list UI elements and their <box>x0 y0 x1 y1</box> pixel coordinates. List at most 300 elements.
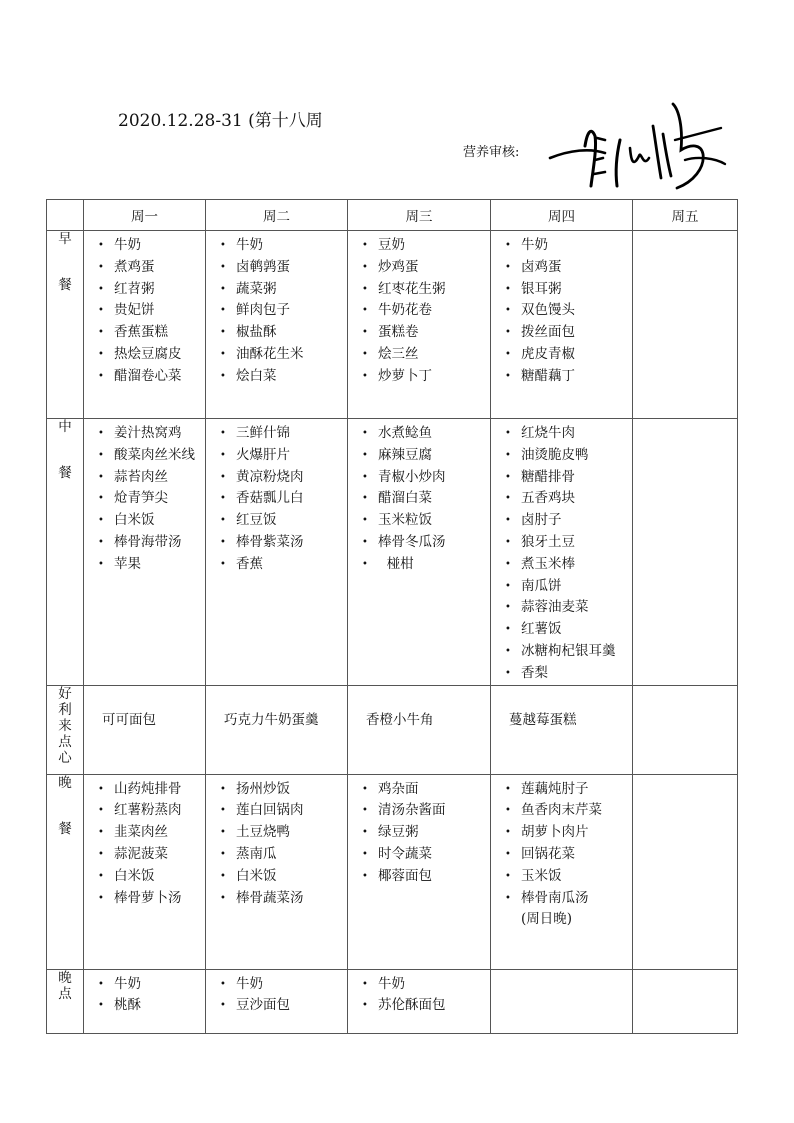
dish-item <box>362 554 490 576</box>
dish-name: 桃酥 <box>114 997 141 1014</box>
dish-name: 油酥花生米 <box>236 345 304 362</box>
dish-item <box>220 300 347 322</box>
bullet-icon: • <box>220 1000 226 1012</box>
dish-item <box>362 974 490 996</box>
dish-item <box>505 866 632 888</box>
dish-name: 牛奶 <box>236 237 263 253</box>
dish-name: 蔬菜粥 <box>236 280 277 297</box>
dish-item <box>98 488 205 510</box>
dish-item <box>362 844 490 866</box>
dish-name: 椒盐酥 <box>236 324 277 341</box>
bullet-icon: • <box>98 240 104 251</box>
dish-item <box>220 844 347 866</box>
dish-name: 扬州炒饭 <box>236 780 290 797</box>
bullet-icon: • <box>362 827 368 839</box>
dish-item <box>98 822 205 844</box>
dish-name: 糖醋排骨 <box>521 468 575 485</box>
bullet-icon: • <box>505 370 511 382</box>
bullet-icon: • <box>220 558 226 570</box>
dinner-monday <box>84 774 206 969</box>
dish-list <box>348 970 490 1018</box>
dish-item <box>505 619 632 641</box>
dish-name: 白米饭 <box>236 867 277 884</box>
dish-list <box>84 419 205 576</box>
dish-name: 韭菜肉丝 <box>114 824 168 841</box>
bullet-icon: • <box>505 805 511 817</box>
dish-item <box>220 974 347 996</box>
bullet-icon: • <box>220 449 226 461</box>
bullet-icon: • <box>98 471 104 483</box>
bullet-icon: • <box>362 848 368 860</box>
bullet-icon: • <box>220 783 226 795</box>
bullet-icon: • <box>362 305 368 317</box>
dish-item <box>505 235 632 257</box>
night-snack-row <box>47 969 738 1033</box>
dish-name: 绿豆粥 <box>378 824 419 841</box>
dish-name: 牛奶 <box>521 237 548 253</box>
snack-monday: 可可面包 <box>84 685 206 774</box>
lunch-wednesday <box>348 419 491 686</box>
bullet-icon: • <box>362 783 368 795</box>
dish-item <box>220 532 347 554</box>
dish-list <box>206 419 347 576</box>
dish-name: 烩三丝 <box>378 345 419 362</box>
bullet-icon: • <box>98 370 104 382</box>
dish-list <box>348 419 490 576</box>
bullet-icon: • <box>98 827 104 839</box>
lunch-row <box>47 419 738 686</box>
dish-item <box>362 445 490 467</box>
dish-name: 棒骨紫菜汤 <box>236 533 304 550</box>
dish-item <box>220 510 347 532</box>
bullet-icon: • <box>505 348 511 360</box>
dish-name: 红薯饭 <box>521 621 562 638</box>
dish-name: 三鲜什锦 <box>236 425 290 441</box>
dish-name: 玉米粒饭 <box>378 512 432 529</box>
bullet-icon: • <box>505 449 511 461</box>
dish-name: 鸡杂面 <box>378 780 419 797</box>
dish-item <box>362 467 490 489</box>
snack-tuesday: 巧克力牛奶蛋羹 <box>206 685 348 774</box>
dish-item <box>362 423 490 445</box>
bullet-icon: • <box>220 827 226 839</box>
dish-item <box>220 822 347 844</box>
bullet-icon: • <box>505 624 511 636</box>
dish-item <box>505 488 632 510</box>
dish-item <box>505 532 632 554</box>
dish-name: 苹果 <box>114 555 141 572</box>
dish-item <box>220 488 347 510</box>
dish-name: 热烩豆腐皮 <box>114 345 182 362</box>
breakfast-thursday <box>491 231 633 419</box>
dish-name: 蒜苔肉丝 <box>114 468 168 485</box>
dish-item <box>362 300 490 322</box>
bullet-icon: • <box>362 449 368 461</box>
dish-item <box>98 510 205 532</box>
bullet-icon: • <box>362 978 368 990</box>
dish-item <box>220 800 347 822</box>
bullet-icon: • <box>505 327 511 339</box>
dish-name: 白米饭 <box>114 512 155 529</box>
dish-name: 火爆肝片 <box>236 446 290 463</box>
dish-name: 虎皮青椒 <box>521 345 575 362</box>
dish-item <box>98 235 205 257</box>
snack-row <box>47 685 738 774</box>
dish-item <box>220 888 347 910</box>
bullet-icon: • <box>98 783 104 795</box>
bullet-icon: • <box>98 1000 104 1012</box>
bullet-icon: • <box>220 848 226 860</box>
bullet-icon: • <box>362 471 368 483</box>
dish-name: 卤肘子 <box>521 512 562 529</box>
snack-friday <box>633 685 738 774</box>
dish-name: 卤鸡蛋 <box>521 258 562 275</box>
breakfast-row <box>47 231 738 419</box>
header-corner <box>47 200 84 231</box>
dish-item <box>505 423 632 445</box>
dish-name: 五香鸡块 <box>521 490 575 507</box>
dish-name: 醋溜白菜 <box>378 490 432 507</box>
bullet-icon: • <box>98 848 104 860</box>
dish-name: 煮鸡蛋 <box>114 258 155 275</box>
dish-name: 蒸南瓜 <box>236 845 277 862</box>
dish-name: 拨丝面包 <box>521 324 575 341</box>
nutrition-review-label: 营养审核: <box>463 145 520 160</box>
dish-name: 蒜蓉油麦菜 <box>521 599 589 616</box>
dish-item <box>505 844 632 866</box>
bullet-icon: • <box>220 978 226 990</box>
dish-name: 椪柑 <box>378 555 414 572</box>
night-snack-monday <box>84 969 206 1033</box>
dish-name: 鲜肉包子 <box>236 302 290 319</box>
dish-name: 胡萝卜肉片 <box>521 824 589 841</box>
bullet-icon: • <box>505 558 511 570</box>
dish-name: 狼牙土豆 <box>521 533 575 550</box>
dish-name: 黄凉粉烧肉 <box>236 468 304 485</box>
dish-item <box>220 344 347 366</box>
dinner-row <box>47 774 738 969</box>
dish-list <box>491 775 632 910</box>
dish-name: 炒萝卜丁 <box>378 367 432 384</box>
breakfast-wednesday <box>348 231 491 419</box>
bullet-icon: • <box>505 827 511 839</box>
dish-item <box>505 597 632 619</box>
bullet-icon: • <box>98 536 104 548</box>
dish-name: 豆沙面包 <box>236 997 290 1014</box>
dish-item <box>220 322 347 344</box>
dish-item <box>362 257 490 279</box>
dish-name: 蒜泥菠菜 <box>114 845 168 862</box>
bullet-icon: • <box>220 515 226 527</box>
dish-name: 红苕粥 <box>114 280 155 297</box>
bullet-icon: • <box>362 261 368 273</box>
weekly-menu-table <box>46 199 738 1034</box>
snack-thursday: 蔓越莓蛋糕 <box>491 685 633 774</box>
dish-name: 棒骨萝卜汤 <box>114 889 182 906</box>
dish-item <box>362 322 490 344</box>
lunch-monday <box>84 419 206 686</box>
dish-name: 鱼香肉末芹菜 <box>521 802 602 819</box>
bullet-icon: • <box>362 493 368 505</box>
dish-name: 香蕉蛋糕 <box>114 324 168 341</box>
dish-name: 土豆烧鸭 <box>236 824 290 841</box>
dish-item <box>505 322 632 344</box>
dish-item <box>362 866 490 888</box>
dish-name: 莲白回锅肉 <box>236 802 304 819</box>
bullet-icon: • <box>505 602 511 614</box>
dish-list <box>348 775 490 888</box>
dinner-friday <box>633 774 738 969</box>
meal-label-lunch: 中 餐 <box>47 419 84 686</box>
bullet-icon: • <box>220 493 226 505</box>
bullet-icon: • <box>220 348 226 360</box>
dish-name: 卤鹌鹑蛋 <box>236 258 290 275</box>
bullet-icon: • <box>98 892 104 904</box>
dish-item <box>362 235 490 257</box>
dish-name: 时令蔬菜 <box>378 845 432 862</box>
bullet-icon: • <box>362 348 368 360</box>
dish-name: 棒骨海带汤 <box>114 533 182 550</box>
bullet-icon: • <box>220 327 226 339</box>
dish-item <box>220 279 347 301</box>
dish-item <box>98 974 205 996</box>
dish-item <box>98 257 205 279</box>
bullet-icon: • <box>98 283 104 295</box>
dish-name: 豆奶 <box>378 237 405 253</box>
night-snack-friday <box>633 969 738 1033</box>
dish-name: 香菇瓢儿白 <box>236 490 304 507</box>
dish-name: 玉米饭 <box>521 867 562 884</box>
bullet-icon: • <box>220 805 226 817</box>
lunch-friday <box>633 419 738 686</box>
bullet-icon: • <box>505 305 511 317</box>
dish-name: 香梨 <box>521 664 548 681</box>
dish-list <box>206 970 347 1018</box>
bullet-icon: • <box>220 283 226 295</box>
column-header-thursday: 周四 <box>491 200 633 231</box>
meal-label-snack: 好 利 来 点 心 <box>47 685 84 774</box>
bullet-icon: • <box>220 261 226 273</box>
bullet-icon: • <box>362 1000 368 1012</box>
dish-item <box>98 844 205 866</box>
dish-name: 蛋糕卷 <box>378 324 419 341</box>
dish-list <box>84 231 205 388</box>
bullet-icon: • <box>362 283 368 295</box>
snack-wednesday: 香橙小牛角 <box>348 685 491 774</box>
bullet-icon: • <box>505 261 511 273</box>
dish-list <box>84 775 205 910</box>
dish-name: 莲藕炖肘子 <box>521 780 589 797</box>
dish-name: 贵妃饼 <box>114 302 155 319</box>
dinner-tuesday <box>206 774 348 969</box>
dish-item <box>98 467 205 489</box>
dish-name: 牛奶花卷 <box>378 302 432 319</box>
bullet-icon: • <box>505 471 511 483</box>
dish-name: 炝青笋尖 <box>114 490 168 507</box>
dish-item <box>505 576 632 598</box>
dish-name: 牛奶 <box>114 975 141 992</box>
dish-name: 南瓜饼 <box>521 577 562 594</box>
dish-item <box>362 510 490 532</box>
dish-name: 水煮鲶鱼 <box>378 425 432 441</box>
dish-item <box>362 279 490 301</box>
bullet-icon: • <box>362 428 368 439</box>
dish-item <box>362 800 490 822</box>
dish-item <box>220 235 347 257</box>
dish-item <box>505 467 632 489</box>
dish-name: 酸菜肉丝米线 <box>114 446 195 463</box>
dish-name: 红枣花生粥 <box>378 280 446 297</box>
dish-item <box>505 344 632 366</box>
breakfast-monday <box>84 231 206 419</box>
night-snack-wednesday <box>348 969 491 1033</box>
bullet-icon: • <box>98 805 104 817</box>
night-snack-tuesday <box>206 969 348 1033</box>
table-header-row <box>47 200 738 231</box>
dish-item <box>98 366 205 388</box>
bullet-icon: • <box>505 283 511 295</box>
dish-item <box>362 344 490 366</box>
dish-name: 红豆饭 <box>236 512 277 529</box>
column-header-wednesday: 周三 <box>348 200 491 231</box>
dish-item <box>220 995 347 1017</box>
dish-item <box>362 488 490 510</box>
bullet-icon: • <box>98 870 104 882</box>
lunch-tuesday <box>206 419 348 686</box>
dish-item <box>505 279 632 301</box>
dish-name: 糖醋藕丁 <box>521 367 575 384</box>
bullet-icon: • <box>362 870 368 882</box>
dish-item <box>98 554 205 576</box>
dish-item <box>220 467 347 489</box>
bullet-icon: • <box>362 515 368 527</box>
dish-item <box>505 445 632 467</box>
bullet-icon: • <box>505 848 511 860</box>
dish-name: 煮玉米棒 <box>521 555 575 572</box>
page-title: 2020.12.28-31 (第十八周 <box>118 111 323 131</box>
dish-item <box>505 510 632 532</box>
dish-item <box>220 779 347 801</box>
bullet-icon: • <box>98 327 104 339</box>
dish-item <box>98 779 205 801</box>
dish-item <box>220 445 347 467</box>
dish-item <box>505 257 632 279</box>
meal-label-dinner: 晚 餐 <box>47 774 84 969</box>
dish-item <box>505 779 632 801</box>
bullet-icon: • <box>98 493 104 505</box>
dish-list <box>206 231 347 388</box>
dish-item <box>505 888 632 910</box>
dish-item <box>98 800 205 822</box>
dish-item <box>362 822 490 844</box>
dish-name: 椰蓉面包 <box>378 867 432 884</box>
dish-name: 姜汁热窝鸡 <box>114 425 182 441</box>
bullet-icon: • <box>505 892 511 904</box>
bullet-icon: • <box>505 493 511 505</box>
dish-name: 山药炖排骨 <box>114 780 182 797</box>
dish-item <box>98 300 205 322</box>
breakfast-friday <box>633 231 738 419</box>
dish-list <box>206 775 347 910</box>
dinner-wednesday <box>348 774 491 969</box>
bullet-icon: • <box>98 515 104 527</box>
meal-label-breakfast: 早 餐 <box>47 231 84 419</box>
breakfast-tuesday <box>206 231 348 419</box>
bullet-icon: • <box>98 978 104 990</box>
bullet-icon: • <box>98 261 104 273</box>
bullet-icon: • <box>220 370 226 382</box>
dish-name: 牛奶 <box>114 237 141 253</box>
dish-item <box>220 423 347 445</box>
dish-item <box>505 366 632 388</box>
bullet-icon: • <box>98 449 104 461</box>
dish-name: 棒骨南瓜汤 <box>521 889 589 906</box>
dish-item <box>362 366 490 388</box>
dish-item <box>362 779 490 801</box>
dish-item <box>220 554 347 576</box>
dish-item <box>505 300 632 322</box>
column-header-monday: 周一 <box>84 200 206 231</box>
dish-item <box>505 663 632 685</box>
dish-list <box>491 231 632 388</box>
bullet-icon: • <box>505 536 511 548</box>
dish-item <box>220 866 347 888</box>
bullet-icon: • <box>362 536 368 548</box>
bullet-icon: • <box>362 240 368 251</box>
column-header-friday: 周五 <box>633 200 738 231</box>
bullet-icon: • <box>220 428 226 439</box>
reviewer-signature <box>545 98 730 198</box>
bullet-icon: • <box>505 428 511 439</box>
dish-item <box>98 344 205 366</box>
bullet-icon: • <box>505 783 511 795</box>
dish-name: 银耳粥 <box>521 280 562 297</box>
bullet-icon: • <box>505 870 511 882</box>
dish-name: 牛奶 <box>236 975 263 992</box>
bullet-icon: • <box>505 515 511 527</box>
bullet-icon: • <box>505 580 511 592</box>
dish-item <box>362 532 490 554</box>
dish-name: 烩白菜 <box>236 367 277 384</box>
bullet-icon: • <box>98 305 104 317</box>
dish-list <box>84 970 205 1018</box>
bullet-icon: • <box>362 805 368 817</box>
meal-label-night-snack: 晚 点 <box>47 969 84 1033</box>
bullet-icon: • <box>98 348 104 360</box>
bullet-icon: • <box>220 305 226 317</box>
dish-list <box>348 231 490 388</box>
bullet-icon: • <box>362 558 368 570</box>
dish-item <box>505 554 632 576</box>
dish-name: 香蕉 <box>236 555 263 572</box>
dish-name: 牛奶 <box>378 975 405 992</box>
dish-name: 麻辣豆腐 <box>378 446 432 463</box>
dish-item <box>505 822 632 844</box>
column-header-tuesday: 周二 <box>206 200 348 231</box>
bullet-icon: • <box>220 536 226 548</box>
dish-item <box>220 257 347 279</box>
bullet-icon: • <box>362 370 368 382</box>
dinner-thursday <box>491 774 633 969</box>
bullet-icon: • <box>220 471 226 483</box>
bullet-icon: • <box>98 428 104 439</box>
dish-item <box>98 445 205 467</box>
dish-item <box>220 366 347 388</box>
dish-item <box>98 532 205 554</box>
bullet-icon: • <box>505 645 511 657</box>
dish-item <box>362 995 490 1017</box>
dish-name: 回锅花菜 <box>521 845 575 862</box>
